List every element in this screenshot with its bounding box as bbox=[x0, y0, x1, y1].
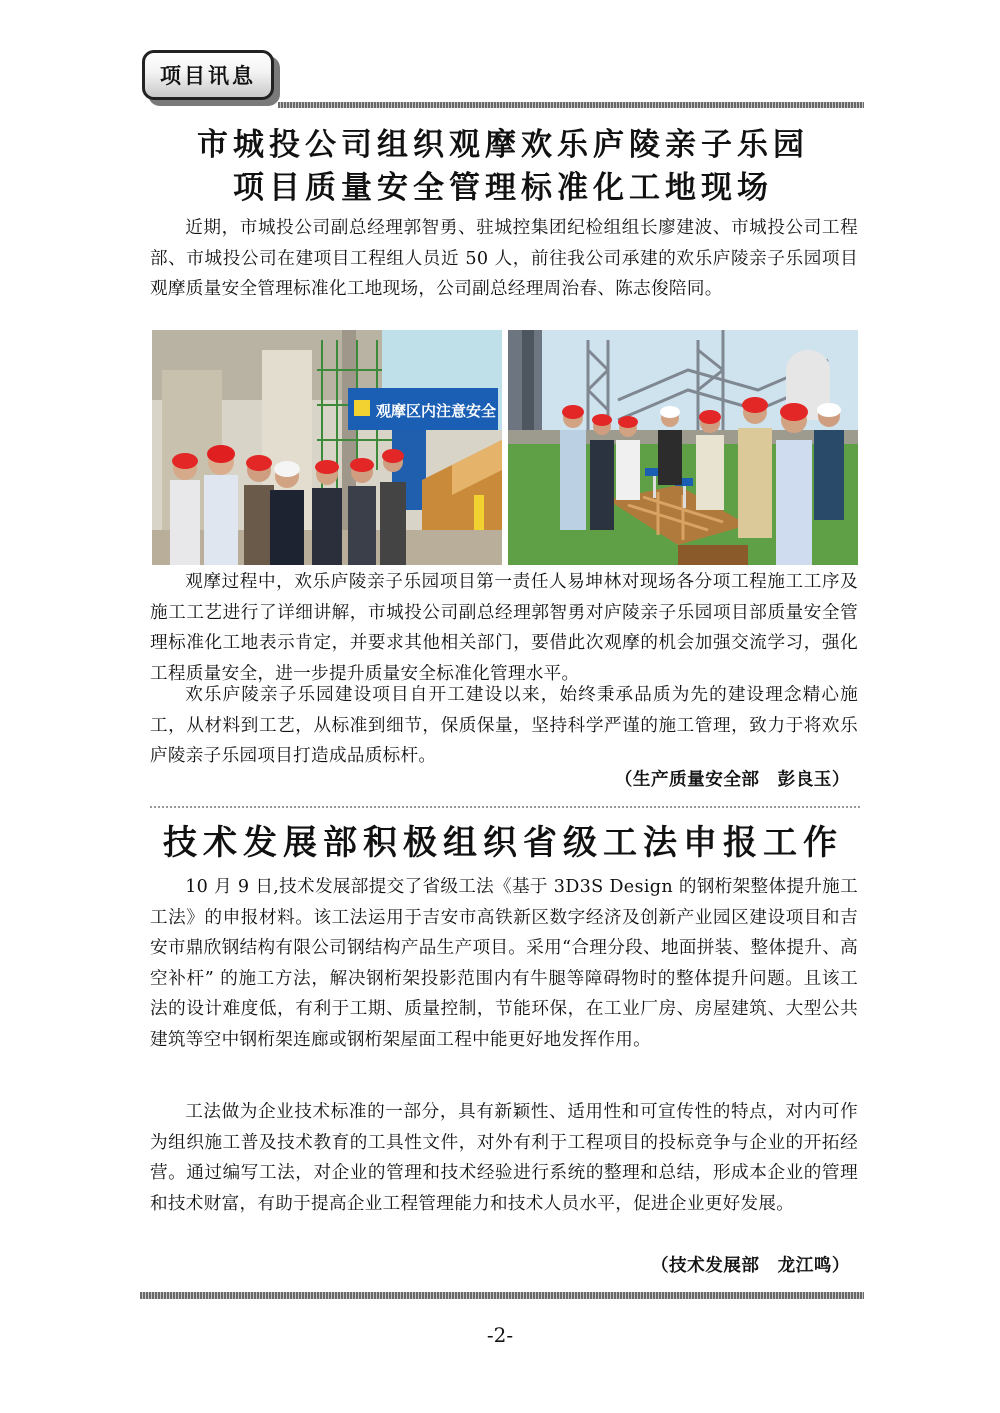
footer-rule bbox=[140, 1292, 864, 1299]
article1-paragraph-3: 欢乐庐陵亲子乐园建设项目自开工建设以来，始终秉承品质为先的建设理念精心施工，从材料到工艺，从标准到细节，保质保量，坚持科学严谨的施工管理，致力于将欢乐庐陵亲子乐园项目打造成品质标杆。 bbox=[150, 685, 858, 766]
outdoor-site-photo bbox=[508, 330, 858, 565]
article1-title-line1: 市城投公司组织观摩欢乐庐陵亲子乐园 bbox=[197, 127, 809, 163]
article1-title-line2: 项目质量安全管理标准化工地现场 bbox=[233, 170, 773, 206]
photo1-sign-text: 观摩区内注意安全 bbox=[376, 402, 497, 420]
indoor-site-photo bbox=[152, 330, 502, 565]
article2-title: 技术发展部积极组织省级工法申报工作 bbox=[163, 823, 843, 863]
header-rule bbox=[278, 102, 864, 108]
section-tag bbox=[142, 50, 280, 106]
article1-photo-outdoor bbox=[508, 330, 858, 565]
page-number: -2- bbox=[486, 1323, 514, 1347]
article2-paragraph-2: 工法做为企业技术标准的一部分，具有新颖性、适用性和可宣传性的特点，对内可作为组织施工普及技术教育的工具性文件，对外有利于工程项目的投标竞争与企业的开拓经营。通过编写工法，对企业的管理和技术经验进行系统的整理和总结，形成本企业的管理和技术财富，有助于提高企业工程管理能力和技术人员水平，促进企业更好发展。 bbox=[150, 1102, 858, 1214]
article-divider bbox=[150, 806, 860, 808]
article1-paragraph-1: 近期，市城投公司副总经理郭智勇、驻城控集团纪检组组长廖建波、市城投公司工程部、市城投公司在建项目工程组人员近 50 人，前往我公司承建的欢乐庐陵亲子乐园项目观摩质量安全管理标准化工地现场，公司副总经理周治春、陈志俊陪同。 bbox=[150, 218, 858, 299]
article1-photo-indoor bbox=[152, 330, 502, 565]
article2-paragraph-1: 10 月 9 日,技术发展部提交了省级工法《基于 3D3S Design 的钢桁架整体提升施工工法》的申报材料。该工法运用于吉安市高铁新区数字经济及创新产业园区建设项目和吉安市鼎欣钢结构有限公司钢结构产品生产项目。采用“合理分段、地面拼装、整体提升、高空补杆” 的施工方法，解决钢桁架投影范围内有牛腿等障碍物时的整体提升问题。且该工法的设计难度低，有利于工期、质量控制，节能环保，在工业厂房、房屋建筑、大型公共建筑等空中钢桁架连廊或钢桁架屋面工程中能更好地发挥作用。 bbox=[150, 877, 858, 1050]
article1-paragraph-2: 观摩过程中，欢乐庐陵亲子乐园项目第一责任人易坤林对现场各分项工程施工工序及施工工艺进行了详细讲解，市城投公司副总经理郭智勇对庐陵亲子乐园项目部质量安全管理标准化工地表示肯定，并要求其他相关部门，要借此次观摩的机会加强交流学习，强化工程质量安全，进一步提升质量安全标准化管理水平。 bbox=[150, 572, 858, 684]
article2-byline: （技术发展部 龙江鸣） bbox=[650, 1255, 850, 1276]
article1-byline: （生产质量安全部 彭良玉） bbox=[614, 769, 850, 790]
section-tag-label: 项目讯息 bbox=[142, 50, 274, 100]
